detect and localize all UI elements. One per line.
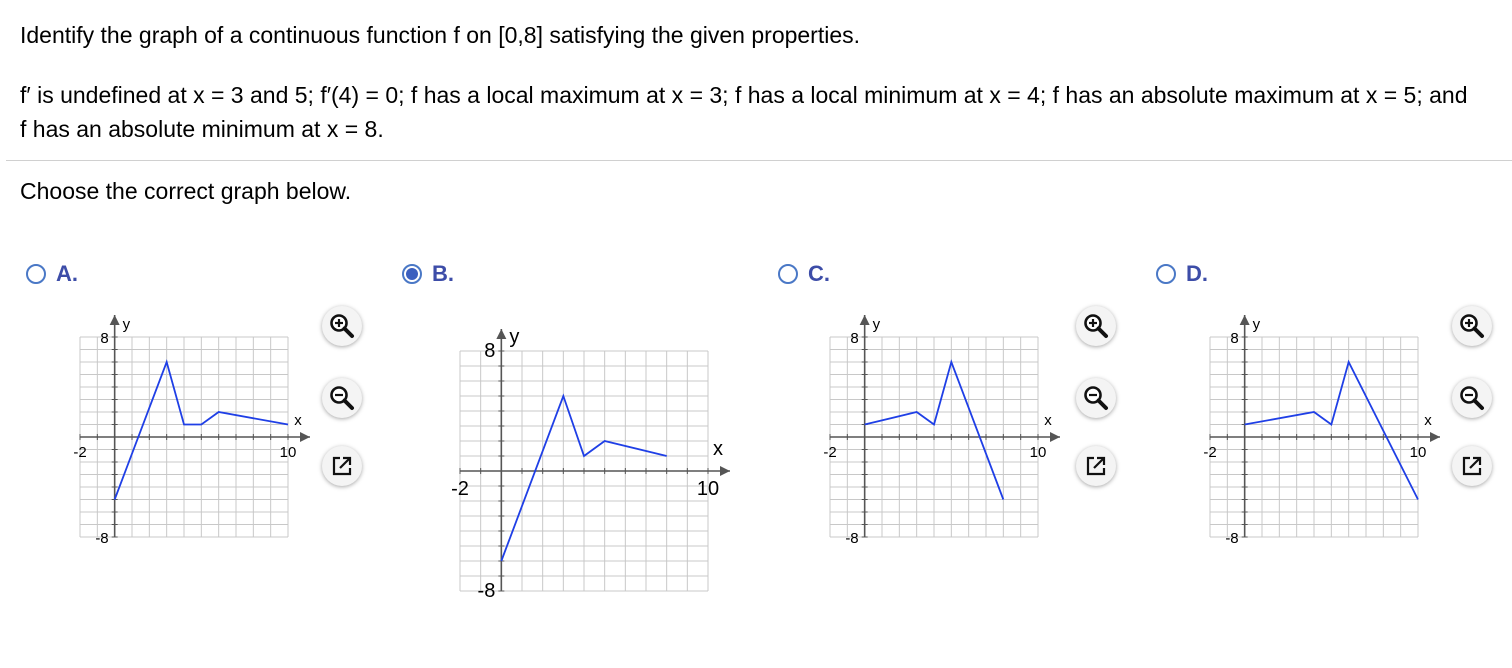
popout-icon — [1084, 454, 1108, 478]
y-min-label: -8 — [1225, 530, 1239, 547]
y-min-label: -8 — [95, 530, 109, 547]
x-axis-arrow — [300, 432, 310, 442]
option-d[interactable] — [1156, 254, 1208, 294]
y-axis-label: y — [872, 316, 881, 333]
x-min-label: -2 — [823, 444, 837, 461]
option-a-radio[interactable] — [26, 264, 46, 284]
option-b-radio[interactable] — [402, 264, 422, 284]
zoom-in-icon — [1083, 313, 1109, 339]
option-b[interactable] — [402, 254, 454, 294]
zoom-in-button-a[interactable] — [322, 306, 362, 346]
x-max-label: 10 — [1029, 444, 1047, 461]
y-axis-label: y — [122, 316, 131, 333]
popout-button-a[interactable] — [322, 446, 362, 486]
x-min-label: -2 — [1203, 444, 1217, 461]
x-axis-label: x — [1424, 412, 1432, 429]
y-max-label: 8 — [1230, 330, 1239, 347]
zoom-out-icon — [1083, 385, 1109, 411]
x-min-label: -2 — [73, 444, 87, 461]
y-axis-arrow — [1240, 315, 1250, 325]
popout-icon — [330, 454, 354, 478]
zoom-in-button-d[interactable] — [1452, 306, 1492, 346]
option-a-label: A. — [56, 261, 78, 286]
x-min-label: -2 — [451, 478, 469, 500]
graph-a — [60, 305, 325, 550]
radio-selected-dot — [406, 268, 418, 280]
x-axis-arrow — [1050, 432, 1060, 442]
y-max-label: 8 — [484, 340, 496, 362]
option-a[interactable] — [26, 254, 78, 294]
x-axis-label: x — [713, 438, 723, 460]
option-d-radio[interactable] — [1156, 264, 1176, 284]
popout-button-c[interactable] — [1076, 446, 1116, 486]
zoom-out-button-d[interactable] — [1452, 378, 1492, 418]
question-properties: f′ is undefined at x = 3 and 5; f′(4) = 0; f has a local maximum at x = 3; f has a local minimum at x = 4; f has an absolute maximum at x = 5; and f has an absolute minimum at x = 8. — [20, 82, 1468, 142]
option-c[interactable] — [778, 254, 830, 294]
option-b-label: B. — [432, 261, 454, 286]
option-d-label: D. — [1186, 261, 1208, 286]
x-max-label: 10 — [696, 478, 720, 500]
zoom-in-icon — [1459, 313, 1485, 339]
x-axis-arrow — [720, 466, 730, 476]
zoom-in-icon — [329, 313, 355, 339]
y-axis-arrow — [860, 315, 870, 325]
zoom-out-button-a[interactable] — [322, 378, 362, 418]
question-text: Identify the graph of a continuous function f on [0,8] satisfying the given properties. — [20, 22, 861, 48]
y-axis-label: y — [509, 326, 520, 348]
zoom-in-button-c[interactable] — [1076, 306, 1116, 346]
x-max-label: 10 — [279, 444, 297, 461]
graph-d — [1190, 305, 1455, 550]
y-max-label: 8 — [100, 330, 109, 347]
y-axis-arrow — [496, 329, 506, 339]
zoom-out-icon — [1459, 385, 1485, 411]
x-axis-label: x — [1044, 412, 1052, 429]
popout-icon — [1460, 454, 1484, 478]
option-c-radio[interactable] — [778, 264, 798, 284]
zoom-out-button-c[interactable] — [1076, 378, 1116, 418]
graph-c — [810, 305, 1075, 550]
x-axis-label: x — [294, 412, 302, 429]
option-c-label: C. — [808, 261, 830, 286]
y-axis-arrow — [110, 315, 120, 325]
x-max-label: 10 — [1409, 444, 1427, 461]
question-prompt: Choose the correct graph below. — [20, 178, 352, 204]
graph-b — [440, 305, 765, 610]
y-min-label: -8 — [845, 530, 859, 547]
y-min-label: -8 — [477, 580, 496, 602]
popout-button-d[interactable] — [1452, 446, 1492, 486]
divider — [6, 160, 1512, 161]
y-max-label: 8 — [850, 330, 859, 347]
y-axis-label: y — [1252, 316, 1261, 333]
zoom-out-icon — [329, 385, 355, 411]
x-axis-arrow — [1430, 432, 1440, 442]
